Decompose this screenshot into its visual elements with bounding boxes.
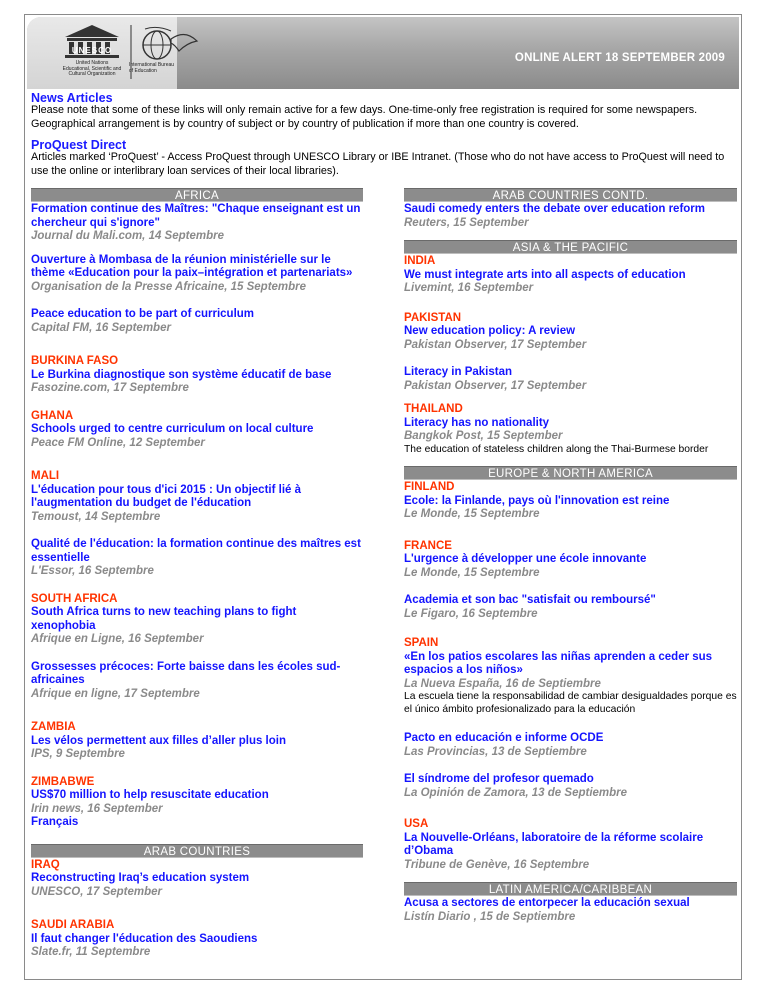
article-link[interactable]: Academia et son bac "satisfait ou remboursé" <box>404 594 656 606</box>
article-source: Irin news, 16 September <box>31 802 163 815</box>
country-label: ZIMBABWE <box>31 775 95 788</box>
country-label: BURKINA FASO <box>31 355 119 367</box>
section-header-africa: AFRICA <box>31 188 363 202</box>
country-label: FINLAND <box>404 481 455 493</box>
article-item <box>404 366 737 393</box>
article-link[interactable]: El síndrome del profesor quemado <box>404 773 594 785</box>
country-label: SAUDI ARABIA <box>31 919 115 931</box>
article-source: La Opinión de Zamora, 13 de Septiembre <box>404 786 628 799</box>
article-item <box>404 773 737 800</box>
article-source: Journal du Mali.com, 14 Septembre <box>31 230 224 242</box>
country-label: SPAIN <box>404 637 439 649</box>
article-link[interactable]: L'urgence à développer une école innovante <box>404 553 647 565</box>
article-item <box>404 481 737 522</box>
article-item <box>31 721 363 762</box>
article-link[interactable]: La Nouvelle-Orléans, laboratoire de la réforme scolaire d’Obama <box>404 831 704 857</box>
article-link[interactable]: Literacy has no nationality <box>404 416 550 429</box>
article-link[interactable]: L'éducation pour tous d'ici 2015 : Un objectif lié à l'augmentation du budget de l'éducation <box>31 483 302 509</box>
country-label: INDIA <box>404 255 436 267</box>
article-link[interactable]: New education policy: A review <box>404 325 576 337</box>
article-item <box>31 355 363 396</box>
unesco-word: UNESCO <box>71 46 113 55</box>
article-source: Bangkok Post, 15 September <box>404 430 563 442</box>
article-source: Reuters, 15 September <box>404 216 529 229</box>
article-link[interactable]: Literacy in Pakistan <box>404 366 513 378</box>
article-source: Le Figaro, 16 Septembre <box>404 607 538 620</box>
article-item <box>404 732 737 759</box>
article-link[interactable]: Ecole: la Finlande, pays où l'innovation est reine <box>404 494 670 507</box>
article-source: Capital FM, 16 September <box>31 321 171 334</box>
article-link[interactable]: Grossesses précoces: Forte baisse dans les écoles sud-africaines <box>31 660 341 686</box>
unesco-caption-line: United Nations <box>75 60 109 66</box>
left-column <box>31 188 363 974</box>
french-version-link[interactable]: Français <box>31 816 79 828</box>
country-label: GHANA <box>31 409 74 422</box>
ibe-caption-line: of Education <box>129 67 157 74</box>
article-link[interactable]: We must integrate arts into all aspects of education <box>404 268 686 281</box>
article-link[interactable]: «En los patios escolares las niñas aprenden a ceder sus espacios a los niños» <box>404 650 713 676</box>
proquest-note: Articles marked ‘ProQuest’ - Access ProQuest through UNESCO Library or IBE Intranet. (Those who do not have access to ProQuest will need to use the online or interlibrary loan services of their local libraries). <box>31 151 725 177</box>
article-source: Peace FM Online, 12 September <box>31 436 205 449</box>
article-source: Afrique en ligne, 17 Septembre <box>31 687 200 700</box>
article-link[interactable]: Pacto en educación e informe OCDE <box>404 732 604 744</box>
section-header-latin-america-caribbean: LATIN AMERICA/CARIBBEAN <box>404 882 737 896</box>
ibe-caption-line: International Bureau <box>129 62 175 68</box>
article-item <box>31 859 363 900</box>
right-column <box>404 188 737 938</box>
article-source: Tribune de Genève, 16 Septembre <box>404 858 590 871</box>
alert-title: ONLINE ALERT 18 SEPTEMBER 2009 <box>514 52 725 64</box>
article-source: IPS, 9 Septembre <box>31 748 125 760</box>
article-source: Temoust, 14 Septembre <box>31 510 161 523</box>
article-item <box>404 818 737 872</box>
country-label: THAILAND <box>404 403 463 415</box>
article-link[interactable]: Reconstructing Iraq’s education system <box>31 872 250 884</box>
article-source: Fasozine.com, 17 Septembre <box>31 382 189 394</box>
news-articles-heading[interactable]: News Articles <box>31 91 113 105</box>
article-item <box>404 255 737 296</box>
country-label: IRAQ <box>31 858 60 871</box>
header-banner <box>27 17 739 89</box>
article-link[interactable]: Qualité de l'éducation: la formation continue des maîtres est essentielle <box>31 538 361 564</box>
article-source: Le Monde, 15 Septembre <box>404 566 540 579</box>
article-item <box>31 203 363 244</box>
article-link[interactable]: South Africa turns to new teaching plans to fight xenophobia <box>31 606 297 632</box>
article-source: Livemint, 16 September <box>404 282 534 294</box>
article-link[interactable]: Saudi comedy enters the debate over education reform <box>404 203 705 215</box>
article-item <box>404 540 737 581</box>
article-source: Listín Diario , 15 de Septiembre <box>404 910 576 923</box>
article-item <box>31 593 363 647</box>
article-source: Pakistan Observer, 17 September <box>404 379 587 392</box>
proquest-heading[interactable]: ProQuest Direct <box>31 138 127 152</box>
country-label: MALI <box>31 470 60 482</box>
article-source: Afrique en Ligne, 16 September <box>31 633 204 645</box>
unesco-caption-line: Cultural Organization <box>68 71 116 77</box>
article-link[interactable]: US$70 million to help resuscitate education <box>31 789 269 801</box>
unesco-caption <box>55 61 129 78</box>
article-link[interactable]: Le Burkina diagnostique son système éducatif de base <box>31 368 332 381</box>
country-label: FRANCE <box>404 539 452 552</box>
article-item <box>404 203 737 230</box>
article-item <box>31 470 363 524</box>
section-header-europe-north-america: EUROPE & NORTH AMERICA <box>404 466 737 480</box>
country-label: SOUTH AFRICA <box>31 592 118 605</box>
article-link[interactable]: Ouverture à Mombasa de la réunion ministérielle sur le thème «Education pour la paix–intégration et partenariats» <box>31 253 353 279</box>
news-note: Please note that some of these links will only remain active for a few days. One-time-only free registration is required for some newspapers. Geographical arrangement is by country of subject or by country of publication if more than one country is covered. <box>31 104 698 130</box>
article-description: La escuela tiene la responsabilidad de cambiar desigualdades porque es el único ámbito profesionalizado para la educación <box>404 691 737 715</box>
article-source: Pakistan Observer, 17 September <box>404 338 587 351</box>
article-source: L'Essor, 16 Septembre <box>31 565 154 577</box>
article-item <box>31 538 363 579</box>
article-item <box>31 661 363 702</box>
article-item <box>404 403 737 456</box>
article-link[interactable]: Les vélos permettent aux filles d’aller plus loin <box>31 734 286 747</box>
section-header-asia-pacific: ASIA & THE PACIFIC <box>404 240 737 254</box>
article-item <box>31 308 363 335</box>
section-header-arab-countries: ARAB COUNTRIES <box>31 844 363 858</box>
article-link[interactable]: Il faut changer l'éducation des Saoudiens <box>31 932 258 945</box>
article-item <box>31 410 363 451</box>
article-item <box>404 897 737 924</box>
article-source: Organisation de la Presse Africaine, 15 Septembre <box>31 280 307 293</box>
article-link[interactable]: Acusa a sectores de entorpecer la educación sexual <box>404 897 690 909</box>
country-label: ZAMBIA <box>31 721 76 733</box>
article-item <box>404 312 737 353</box>
country-label: PAKISTAN <box>404 311 462 324</box>
article-link[interactable]: Peace education to be part of curriculum <box>31 308 255 320</box>
article-description: The education of stateless children along the Thai-Burmese border <box>404 443 709 455</box>
article-item <box>404 637 737 716</box>
article-source: UNESCO, 17 September <box>31 885 163 898</box>
article-item <box>31 254 363 295</box>
article-item <box>31 776 363 830</box>
article-source: Le Monde, 15 Septembre <box>404 508 540 520</box>
unesco-caption-line: Educational, Scientific and <box>62 65 122 72</box>
ibe-caption <box>129 63 191 74</box>
article-link[interactable]: Formation continue des Maîtres: "Chaque enseignant est un chercheur qui s'ignore" <box>31 203 361 229</box>
article-source: Las Provincias, 13 de Septiembre <box>404 745 587 758</box>
article-item <box>31 919 363 960</box>
section-header-arab-countries-contd: ARAB COUNTRIES CONTD. <box>404 188 737 202</box>
article-source: Slate.fr, 11 Septembre <box>31 946 151 958</box>
article-item <box>404 594 737 621</box>
article-source: La Nueva España, 16 de Septiembre <box>404 677 601 690</box>
article-link[interactable]: Schools urged to centre curriculum on local culture <box>31 423 314 435</box>
country-label: USA <box>404 818 429 830</box>
